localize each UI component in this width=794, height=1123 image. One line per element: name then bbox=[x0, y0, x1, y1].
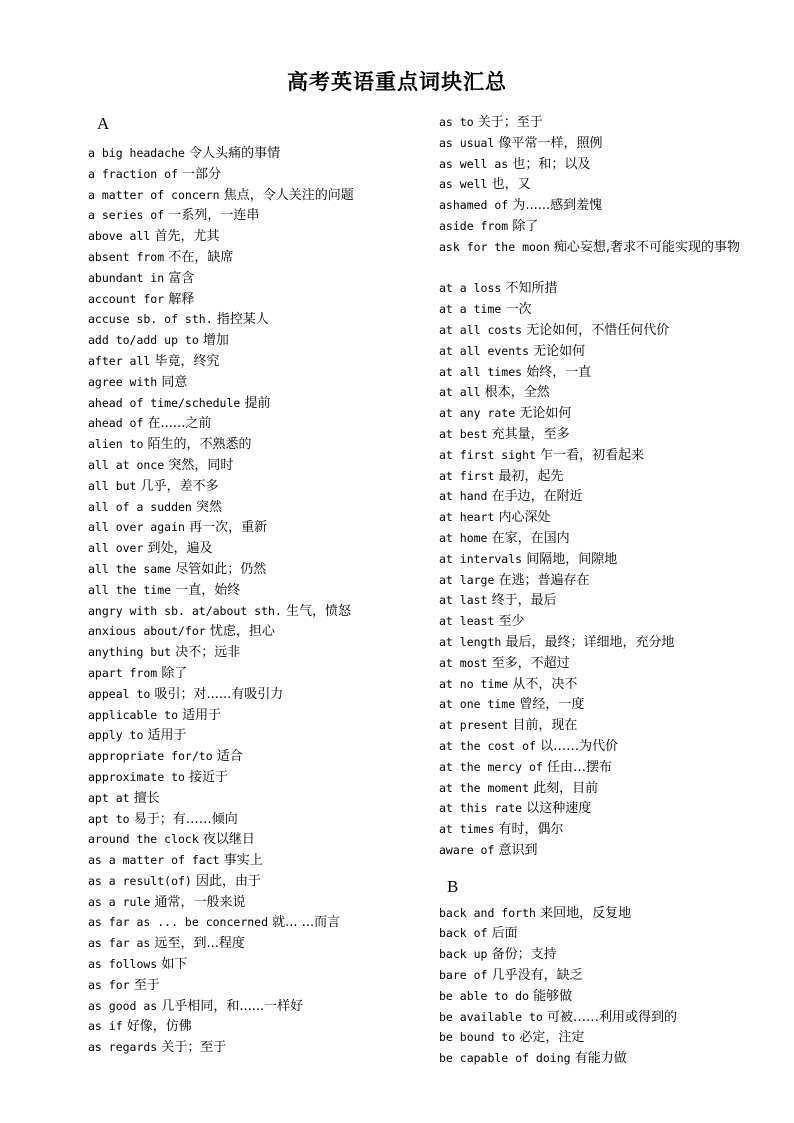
vocab-entry bbox=[88, 497, 408, 518]
vocab-entry bbox=[88, 642, 408, 663]
vocab-entry bbox=[88, 705, 408, 726]
entry-english: appropriate for/to bbox=[88, 749, 213, 764]
entry-chinese: 终于，最后 bbox=[491, 593, 557, 609]
entry-chinese: 必定，注定 bbox=[519, 1030, 585, 1046]
entry-chinese: 突然，同时 bbox=[168, 457, 234, 473]
vocab-entry bbox=[412, 320, 752, 341]
vocab-entry bbox=[412, 278, 752, 299]
entry-chinese: 焦点，令人关注的问题 bbox=[223, 187, 354, 203]
entry-english: all at once bbox=[88, 457, 165, 472]
entry-chinese: 首先，尤其 bbox=[154, 229, 220, 245]
entry-english: aware of bbox=[439, 842, 495, 857]
entry-chinese: 在逃；普遍存在 bbox=[498, 572, 590, 588]
vocab-entry bbox=[88, 164, 408, 185]
entry-english: at large bbox=[439, 572, 495, 587]
entry-chinese: 此刻，目前 bbox=[533, 780, 599, 796]
entry-english: all over again bbox=[88, 520, 185, 535]
entry-chinese: 一系列，一连串 bbox=[168, 208, 260, 224]
entry-chinese: 通常，一般来说 bbox=[154, 894, 246, 910]
entry-chinese: 接近于 bbox=[189, 769, 229, 785]
entry-chinese: 事实上 bbox=[223, 853, 263, 869]
entry-english: aside from bbox=[439, 218, 509, 233]
entry-english: at this rate bbox=[439, 801, 523, 816]
vocab-entry bbox=[88, 143, 408, 164]
entry-english: after all bbox=[88, 353, 151, 368]
entry-chinese: 无论如何，不惜任何代价 bbox=[526, 322, 670, 338]
vocab-entry bbox=[88, 871, 408, 892]
vocab-entry bbox=[412, 590, 752, 611]
vocab-entry bbox=[412, 549, 752, 570]
entry-list-a-right bbox=[412, 112, 752, 861]
vocab-entry bbox=[88, 850, 408, 871]
vocab-entry bbox=[88, 809, 408, 830]
entry-chinese: 增加 bbox=[202, 333, 229, 349]
vocab-entry bbox=[412, 154, 752, 175]
vocab-entry bbox=[88, 393, 408, 414]
entry-english: as to bbox=[439, 115, 474, 129]
entry-chinese: 根本，全然 bbox=[484, 385, 550, 401]
vocab-entry bbox=[88, 580, 408, 601]
vocab-entry bbox=[88, 476, 408, 497]
entry-chinese: 夜以继日 bbox=[202, 832, 255, 848]
entry-english: at one time bbox=[439, 697, 516, 712]
vocab-entry bbox=[412, 1007, 752, 1028]
entry-chinese: 在......之前 bbox=[147, 416, 212, 432]
entry-english: all but bbox=[88, 478, 137, 493]
vocab-entry bbox=[412, 757, 752, 778]
entry-chinese: 提前 bbox=[244, 395, 271, 411]
entry-english: as well as bbox=[439, 156, 509, 171]
entry-chinese: 后面 bbox=[491, 926, 518, 942]
vocab-entry bbox=[88, 268, 408, 289]
vocab-entry bbox=[88, 912, 408, 933]
entry-english: as follows bbox=[88, 957, 158, 972]
entry-chinese: 适用于 bbox=[182, 707, 222, 723]
entry-chinese: 也，又 bbox=[491, 177, 531, 193]
vocab-entry bbox=[412, 923, 752, 944]
vocab-entry bbox=[88, 185, 408, 206]
entry-chinese: 能够做 bbox=[533, 988, 573, 1004]
entry-english: at times bbox=[439, 822, 495, 837]
entry-english: at any rate bbox=[439, 406, 516, 421]
entry-chinese: 可被……利用或得到的 bbox=[547, 1009, 678, 1025]
entry-chinese: 一次 bbox=[505, 302, 532, 318]
entry-list-a-left bbox=[88, 143, 408, 1058]
entry-chinese: 除了 bbox=[512, 218, 539, 234]
vocab-entry bbox=[412, 507, 752, 528]
vocab-entry bbox=[412, 486, 752, 507]
vocab-entry bbox=[88, 289, 408, 310]
entry-chinese: 备份；支持 bbox=[491, 947, 557, 963]
entry-chinese: 陌生的，不熟悉的 bbox=[147, 437, 252, 453]
vocab-entry bbox=[88, 330, 408, 351]
left-column bbox=[88, 112, 408, 1058]
entry-english: angry with sb. at/about sth. bbox=[88, 603, 282, 618]
entry-english: all of a sudden bbox=[88, 499, 192, 514]
entry-english: ahead of time/schedule bbox=[88, 395, 241, 410]
entry-english: at home bbox=[439, 530, 488, 545]
entry-english: at intervals bbox=[439, 551, 523, 566]
entry-chinese: 几乎没有，缺乏 bbox=[491, 968, 583, 984]
vocab-entry bbox=[88, 205, 408, 226]
entry-chinese: 关于；至于 bbox=[161, 1040, 227, 1056]
vocab-entry bbox=[412, 174, 752, 195]
vocab-entry bbox=[88, 684, 408, 705]
entry-english: alien to bbox=[88, 437, 144, 452]
entry-english: back of bbox=[439, 926, 488, 941]
entry-english: as well bbox=[439, 177, 488, 192]
vocab-entry bbox=[88, 455, 408, 476]
entry-english: at a loss bbox=[439, 281, 502, 296]
entry-chinese: 来回地，反复地 bbox=[540, 905, 632, 921]
entry-chinese: 无论如何 bbox=[519, 406, 572, 422]
entry-chinese: 适合 bbox=[216, 749, 243, 765]
entry-chinese: 以这种速度 bbox=[526, 801, 592, 817]
vocab-entry bbox=[412, 195, 752, 216]
vocab-entry bbox=[412, 674, 752, 695]
entry-english: all over bbox=[88, 541, 144, 556]
entry-chinese: 就... ...而言 bbox=[272, 915, 341, 931]
vocab-entry bbox=[88, 517, 408, 538]
vocab-entry bbox=[412, 715, 752, 736]
entry-english: anything but bbox=[88, 645, 172, 660]
vocab-entry bbox=[412, 403, 752, 424]
entry-chinese: 富含 bbox=[168, 270, 195, 286]
entry-english: at no time bbox=[439, 676, 509, 691]
entry-chinese: 到处，遍及 bbox=[147, 541, 213, 557]
entry-english: as a result(of) bbox=[88, 873, 192, 888]
entry-english: as a matter of fact bbox=[88, 853, 220, 868]
entry-chinese: 在手边，在附近 bbox=[491, 489, 583, 505]
entry-english: at the mercy of bbox=[439, 759, 543, 774]
entry-chinese: 在家，在国内 bbox=[491, 530, 570, 546]
entry-english: all the time bbox=[88, 582, 172, 597]
vocab-entry bbox=[88, 601, 408, 622]
vocab-entry bbox=[412, 466, 752, 487]
entry-chinese: 再一次，重新 bbox=[189, 520, 268, 536]
entry-english: at length bbox=[439, 634, 502, 649]
entry-english: be able to do bbox=[439, 988, 530, 1003]
entry-english: at hand bbox=[439, 489, 488, 504]
vocab-entry bbox=[412, 653, 752, 674]
entry-chinese: 为......感到羞愧 bbox=[512, 198, 603, 214]
entry-chinese: 始终，一直 bbox=[526, 364, 592, 380]
vocab-entry bbox=[412, 965, 752, 986]
entry-english: at first bbox=[439, 468, 495, 483]
entry-english: at the moment bbox=[439, 780, 530, 795]
entry-english: at all costs bbox=[439, 322, 523, 337]
entry-english: back and forth bbox=[439, 905, 536, 920]
vocab-entry bbox=[412, 237, 752, 279]
entry-chinese: 至多，不超过 bbox=[491, 655, 570, 671]
entry-chinese: 像平常一样，照例 bbox=[498, 135, 603, 151]
entry-chinese: 最后，最终；详细地，充分地 bbox=[505, 634, 675, 650]
vocab-entry bbox=[88, 413, 408, 434]
vocab-entry bbox=[412, 944, 752, 965]
vocab-entry bbox=[412, 1027, 752, 1048]
entry-english: agree with bbox=[88, 374, 158, 389]
entry-english: back up bbox=[439, 947, 488, 962]
entry-english: anxious about/for bbox=[88, 624, 206, 639]
vocab-entry bbox=[412, 133, 752, 154]
vocab-entry bbox=[88, 247, 408, 268]
entry-chinese: 忧虑，担心 bbox=[209, 624, 275, 640]
entry-english: ashamed of bbox=[439, 198, 509, 213]
entry-english: as usual bbox=[439, 135, 495, 150]
entry-chinese: 不在，缺席 bbox=[168, 249, 234, 265]
entry-english: ask for the moon bbox=[439, 239, 550, 254]
entry-chinese: 生气，愤怒 bbox=[286, 603, 352, 619]
vocab-entry bbox=[88, 788, 408, 809]
vocab-entry bbox=[88, 309, 408, 330]
entry-english: at all bbox=[439, 385, 481, 400]
entry-english: as for bbox=[88, 977, 130, 992]
entry-chinese: 适用于 bbox=[147, 728, 187, 744]
vocab-entry bbox=[88, 975, 408, 996]
vocab-entry bbox=[88, 1037, 408, 1058]
entry-chinese: 易于；有……倾向 bbox=[133, 811, 238, 827]
vocab-entry bbox=[88, 746, 408, 767]
entry-chinese: 不知所措 bbox=[505, 281, 558, 297]
entry-english: around the clock bbox=[88, 832, 199, 847]
entry-chinese: 因此，由于 bbox=[196, 873, 262, 889]
entry-chinese: 毕竟，终究 bbox=[154, 353, 220, 369]
entry-chinese: 擅长 bbox=[133, 790, 160, 806]
vocab-entry bbox=[412, 778, 752, 799]
entry-chinese: 无论如何 bbox=[533, 343, 586, 359]
entry-english: at most bbox=[439, 655, 488, 670]
vocab-entry bbox=[88, 954, 408, 975]
vocab-entry bbox=[88, 621, 408, 642]
entry-english: apply to bbox=[88, 728, 144, 743]
vocab-entry bbox=[412, 216, 752, 237]
entry-english: at present bbox=[439, 718, 509, 733]
entry-english: at last bbox=[439, 593, 488, 608]
vocab-entry bbox=[88, 663, 408, 684]
entry-chinese: 至于 bbox=[133, 977, 160, 993]
vocab-entry bbox=[412, 903, 752, 924]
entry-chinese: 至少 bbox=[498, 614, 525, 630]
vocab-entry bbox=[412, 1048, 752, 1069]
document-title: 高考英语重点词块汇总 bbox=[287, 70, 507, 94]
vocab-entry bbox=[412, 299, 752, 320]
vocab-entry bbox=[412, 341, 752, 362]
entry-english: be available to bbox=[439, 1009, 543, 1024]
vocab-entry bbox=[412, 840, 752, 861]
vocab-entry bbox=[88, 351, 408, 372]
entry-chinese: 几乎相同，和......一样好 bbox=[161, 998, 304, 1014]
entry-english: a series of bbox=[88, 208, 165, 223]
entry-chinese: 令人头痛的事情 bbox=[189, 146, 281, 161]
vocab-entry bbox=[412, 694, 752, 715]
entry-english: at the cost of bbox=[439, 738, 536, 753]
vocab-entry bbox=[412, 424, 752, 445]
vocab-entry bbox=[412, 798, 752, 819]
entry-english: at best bbox=[439, 426, 488, 441]
vocab-entry bbox=[412, 528, 752, 549]
entry-english: bare of bbox=[439, 968, 488, 983]
entry-chinese: 指控某人 bbox=[216, 312, 269, 328]
vocab-entry bbox=[88, 434, 408, 455]
entry-english: accuse sb. of sth. bbox=[88, 312, 213, 327]
entry-chinese: 如下 bbox=[161, 957, 188, 973]
vocab-entry bbox=[88, 372, 408, 393]
entry-chinese: 意识到 bbox=[498, 842, 538, 858]
entry-chinese: 除了 bbox=[161, 665, 188, 681]
entry-chinese: 吸引；对......有吸引力 bbox=[154, 686, 284, 702]
entry-english: at first sight bbox=[439, 447, 536, 462]
entry-chinese: 目前，现在 bbox=[512, 718, 578, 734]
vocab-entry bbox=[412, 362, 752, 383]
entry-english: be capable of doing bbox=[439, 1051, 571, 1066]
entry-english: a big headache bbox=[88, 146, 185, 160]
entry-english: account for bbox=[88, 291, 165, 306]
entry-english: applicable to bbox=[88, 707, 179, 722]
entry-chinese: 一直，始终 bbox=[175, 582, 241, 598]
section-heading-b: B bbox=[447, 876, 459, 896]
vocab-entry bbox=[412, 819, 752, 840]
entry-chinese: 几乎，差不多 bbox=[140, 478, 219, 494]
entry-list-b bbox=[412, 903, 752, 1069]
vocab-entry bbox=[88, 892, 408, 913]
entry-chinese: 解释 bbox=[168, 291, 195, 307]
entry-english: ahead of bbox=[88, 416, 144, 431]
entry-english: all the same bbox=[88, 561, 172, 576]
entry-chinese: 也；和；以及 bbox=[512, 156, 591, 172]
entry-english: at heart bbox=[439, 510, 495, 525]
vocab-entry bbox=[412, 632, 752, 653]
entry-english: be bound to bbox=[439, 1030, 516, 1045]
entry-chinese: 以……为代价 bbox=[540, 738, 619, 754]
entry-english: as far as bbox=[88, 936, 151, 951]
entry-chinese: 从不，决不 bbox=[512, 676, 578, 692]
entry-chinese: 好像，仿佛 bbox=[126, 1019, 192, 1035]
entry-chinese: 间隔地，间隙地 bbox=[526, 551, 618, 567]
entry-chinese: 最初，起先 bbox=[498, 468, 564, 484]
entry-english: at all times bbox=[439, 364, 523, 379]
vocab-entry bbox=[88, 1016, 408, 1037]
entry-chinese: 有能力做 bbox=[574, 1051, 627, 1067]
entry-chinese: 尽管如此；仍然 bbox=[175, 561, 267, 577]
entry-english: as regards bbox=[88, 1040, 158, 1055]
entry-english: apt at bbox=[88, 790, 130, 805]
entry-chinese: 充其量，至多 bbox=[491, 426, 570, 442]
vocab-entry bbox=[88, 559, 408, 580]
entry-english: as good as bbox=[88, 998, 158, 1013]
entry-english: add to/add up to bbox=[88, 333, 199, 348]
entry-english: at least bbox=[439, 614, 495, 629]
entry-english: at all events bbox=[439, 343, 530, 358]
vocab-entry bbox=[412, 382, 752, 403]
vocab-entry bbox=[412, 445, 752, 466]
entry-english: a matter of concern bbox=[88, 187, 220, 202]
entry-english: at a time bbox=[439, 302, 502, 317]
entry-english: absent from bbox=[88, 249, 165, 264]
entry-english: apt to bbox=[88, 811, 130, 826]
entry-english: as if bbox=[88, 1019, 123, 1034]
vocab-entry bbox=[88, 767, 408, 788]
entry-chinese: 曾经，一度 bbox=[519, 697, 585, 713]
entry-english: as a rule bbox=[88, 894, 151, 909]
entry-chinese: 乍一看，初看起来 bbox=[540, 447, 645, 463]
entry-chinese: 决不；远非 bbox=[175, 645, 241, 661]
vocab-entry bbox=[412, 112, 752, 133]
vocab-entry bbox=[412, 986, 752, 1007]
vocab-entry bbox=[412, 736, 752, 757]
entry-english: above all bbox=[88, 229, 151, 244]
entry-chinese: 有时，偶尔 bbox=[498, 822, 564, 838]
entry-chinese: 同意 bbox=[161, 374, 188, 390]
entry-english: apart from bbox=[88, 665, 158, 680]
entry-chinese: 关于；至于 bbox=[477, 115, 543, 130]
vocab-entry bbox=[88, 538, 408, 559]
entry-english: approximate to bbox=[88, 769, 185, 784]
vocab-entry bbox=[88, 725, 408, 746]
section-heading-a: A bbox=[97, 114, 110, 133]
right-column bbox=[412, 112, 752, 1069]
entry-chinese: 突然 bbox=[196, 499, 223, 515]
entry-chinese: 痴心妄想,奢求不可能实现的事物 bbox=[553, 239, 741, 255]
vocab-entry bbox=[412, 570, 752, 591]
entry-chinese: 一部分 bbox=[182, 166, 222, 182]
vocab-entry bbox=[88, 933, 408, 954]
vocab-entry bbox=[88, 226, 408, 247]
entry-chinese: 任由…摆布 bbox=[547, 759, 613, 775]
entry-chinese: 远至，到...程度 bbox=[154, 936, 245, 952]
entry-english: appeal to bbox=[88, 686, 151, 701]
entry-english: a fraction of bbox=[88, 166, 179, 181]
entry-chinese: 内心深处 bbox=[498, 510, 551, 526]
entry-english: abundant in bbox=[88, 270, 165, 285]
vocab-entry bbox=[88, 996, 408, 1017]
entry-english: as far as ... be concerned bbox=[88, 915, 269, 930]
vocab-entry bbox=[88, 829, 408, 850]
vocab-entry bbox=[412, 611, 752, 632]
